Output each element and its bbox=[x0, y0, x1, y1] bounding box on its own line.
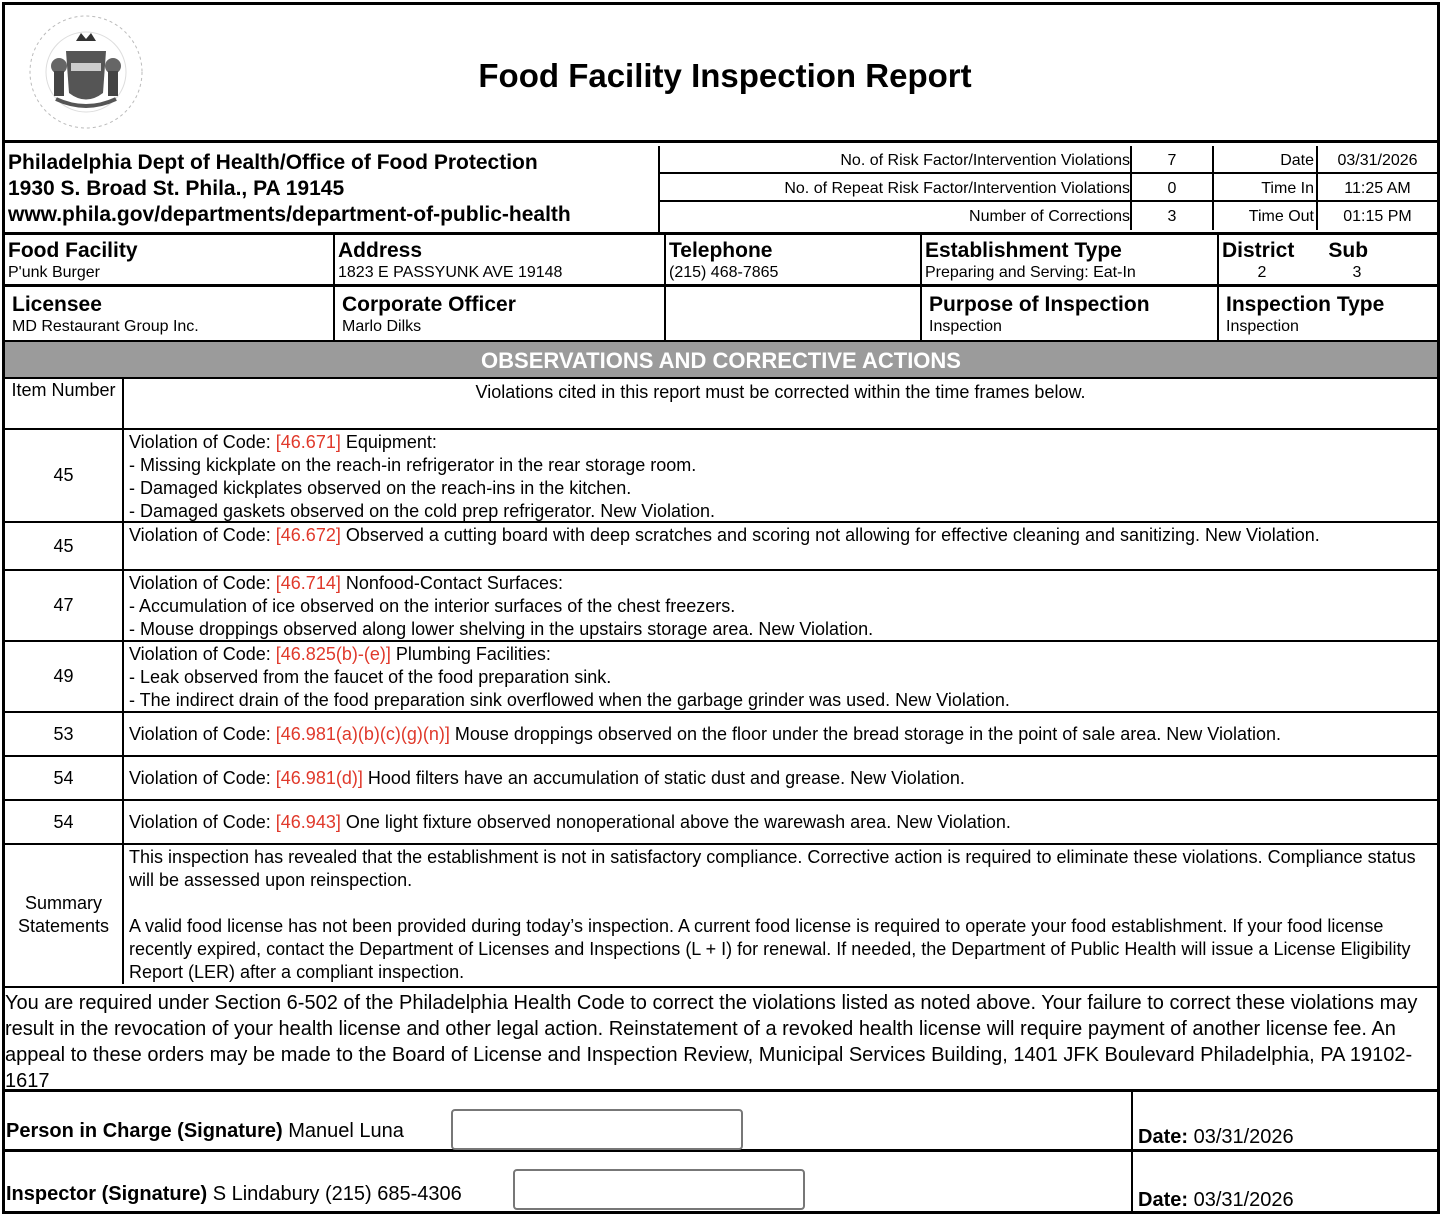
inspection-report bbox=[2, 2, 1440, 1214]
summary-label: Summary Statements bbox=[5, 845, 124, 984]
food-facility-cell bbox=[5, 235, 335, 284]
violation-prefix: Violation of Code: bbox=[129, 644, 276, 664]
count-row bbox=[660, 174, 1437, 202]
purpose-label: Purpose of Inspection bbox=[929, 293, 1150, 316]
inspector-row bbox=[5, 1152, 1437, 1212]
item-number: 54 bbox=[5, 801, 124, 843]
facility-row bbox=[5, 232, 1437, 287]
time-out-label: Time Out bbox=[1248, 208, 1314, 225]
legal-notice: You are required under Section 6-502 of the Philadelphia Health Code to correct the violations listed as noted above. Your failure to correct these violations may result in the revocation of your health license and other legal action. Reinstatement of a revoked health license will require payment of another license fee. An appeal to these orders may be made to the Board of License and Inspection Review, Municipal Services Building, 1401 JFK Boulevard Philadelphia, PA 19102-1617 bbox=[5, 986, 1437, 1092]
telephone-label: Telephone bbox=[669, 239, 773, 262]
count-label: No. of Repeat Risk Factor/Intervention Violations bbox=[784, 180, 1130, 197]
sub-label: Sub bbox=[1328, 239, 1369, 262]
empty-cell bbox=[666, 287, 922, 340]
date-label: Date: bbox=[1138, 1189, 1189, 1211]
telephone-cell bbox=[666, 235, 922, 284]
time-in-label: Time In bbox=[1261, 180, 1314, 197]
food-facility-value: P'unk Burger bbox=[8, 264, 100, 281]
violation-code: [46.981(a)(b)(c)(g)(n)] bbox=[275, 723, 450, 744]
violation-detail-line: - Mouse droppings observed along lower shelving in the upstairs storage area. New Violation. bbox=[129, 619, 874, 639]
violation-detail-line: - The indirect drain of the food preparation sink overflowed when the garbage grinder was used. New Violation. bbox=[129, 690, 1010, 710]
establishment-type-cell bbox=[922, 235, 1219, 284]
count-row bbox=[660, 202, 1437, 230]
count-value: 7 bbox=[1130, 146, 1214, 172]
sub-value: 3 bbox=[1352, 264, 1362, 281]
violation-description: Observed a cutting board with deep scratches and scoring not allowing for effective cleaning and sanitizing. New Violation. bbox=[340, 525, 1320, 545]
report-header bbox=[5, 5, 1437, 143]
item-number: 47 bbox=[5, 571, 124, 640]
org-info bbox=[5, 146, 660, 232]
violation-detail-line: - Missing kickplate on the reach-in refrigerator in the rear storage room. bbox=[129, 455, 697, 475]
date-label: Date bbox=[1280, 152, 1314, 169]
violation-description: Hood filters have an accumulation of static dust and grease. New Violation. bbox=[362, 767, 965, 788]
violation-row bbox=[5, 713, 1437, 757]
district-label: District bbox=[1222, 239, 1295, 262]
item-number: 45 bbox=[5, 430, 124, 521]
address-value: 1823 E PASSYUNK AVE 19148 bbox=[338, 264, 563, 281]
violation-prefix: Violation of Code: bbox=[129, 432, 276, 452]
licensee-label: Licensee bbox=[12, 293, 102, 316]
item-number: 53 bbox=[5, 713, 124, 755]
count-value: 3 bbox=[1130, 202, 1214, 230]
inspector-signature-field[interactable] bbox=[513, 1169, 805, 1210]
district-value: 2 bbox=[1257, 264, 1267, 281]
org-website: www.phila.gov/departments/department-of-public-health bbox=[8, 203, 571, 226]
summary-paragraph: This inspection has revealed that the establishment is not in satisfactory compliance. Corrective action is required to eliminate these violations. Compliance status will be assessed upon reinspection. bbox=[129, 847, 1416, 890]
purpose-cell bbox=[922, 287, 1219, 340]
violation-prefix: Violation of Code: bbox=[129, 525, 276, 545]
violation-row bbox=[5, 801, 1437, 845]
licensee-value: MD Restaurant Group Inc. bbox=[12, 318, 199, 335]
person-date-value: 03/31/2026 bbox=[1188, 1126, 1294, 1148]
org-name: Philadelphia Dept of Health/Office of Food Protection bbox=[8, 151, 538, 174]
observations-header-row bbox=[5, 379, 1437, 430]
violation-text bbox=[124, 430, 1437, 521]
violation-text bbox=[124, 757, 1437, 799]
establishment-type-label: Establishment Type bbox=[925, 239, 1122, 262]
violation-text bbox=[124, 523, 1437, 569]
item-number: 45 bbox=[5, 523, 124, 569]
violation-description: Equipment: bbox=[340, 432, 437, 452]
violation-text bbox=[124, 571, 1437, 640]
violation-code: [46.671] bbox=[275, 432, 341, 452]
observations-table bbox=[5, 379, 1437, 984]
count-label: No. of Risk Factor/Intervention Violations bbox=[840, 152, 1130, 169]
violations-list bbox=[5, 430, 1437, 845]
purpose-value: Inspection bbox=[929, 318, 1002, 335]
count-value: 0 bbox=[1130, 174, 1214, 200]
violation-detail-line: - Accumulation of ice observed on the interior surfaces of the chest freezers. bbox=[129, 596, 736, 616]
violation-code: [46.943] bbox=[275, 811, 341, 832]
violation-description: Nonfood-Contact Surfaces: bbox=[340, 573, 563, 593]
item-number: 49 bbox=[5, 642, 124, 711]
inspector-label: Inspector (Signature) bbox=[6, 1183, 208, 1205]
time-in-value: 11:25 AM bbox=[1316, 174, 1437, 200]
inspection-type-label: Inspection Type bbox=[1226, 293, 1385, 316]
violation-description: Plumbing Facilities: bbox=[390, 644, 551, 664]
violation-code: [46.825(b)-(e)] bbox=[275, 644, 391, 664]
violation-row bbox=[5, 523, 1437, 571]
intro-text: Violations cited in this report must be corrected within the time frames below. bbox=[475, 382, 1086, 402]
violation-row bbox=[5, 571, 1437, 642]
observations-band: OBSERVATIONS AND CORRECTIVE ACTIONS bbox=[5, 342, 1437, 379]
violation-prefix: Violation of Code: bbox=[129, 723, 276, 744]
district-cell bbox=[1219, 235, 1437, 284]
summary-paragraph: A valid food license has not been provided during today’s inspection. A current food license is required to operate your food establishment. If your food license recently expired, contact the Department of Licenses and Inspections (L + I) for renewal. If needed, the Department of Public Health will issue a License Eligibility Report (LER) after a compliant inspection. bbox=[129, 916, 1411, 982]
summary-row bbox=[5, 845, 1437, 984]
licensee-cell bbox=[5, 287, 335, 340]
violation-code: [46.714] bbox=[275, 573, 341, 593]
establishment-type-value: Preparing and Serving: Eat-In bbox=[925, 264, 1136, 281]
org-address: 1930 S. Broad St. Phila., PA 19145 bbox=[8, 177, 345, 200]
violation-description: Mouse droppings observed on the floor under the bread storage in the point of sale area. New Violation. bbox=[449, 723, 1282, 744]
inspector-name: S Lindabury (215) 685-4306 bbox=[207, 1183, 462, 1205]
food-facility-label: Food Facility bbox=[8, 239, 138, 262]
violation-row bbox=[5, 642, 1437, 713]
date-value: 03/31/2026 bbox=[1316, 146, 1437, 172]
licensee-row bbox=[5, 287, 1437, 342]
violation-prefix: Violation of Code: bbox=[129, 811, 276, 832]
telephone-value: (215) 468-7865 bbox=[669, 264, 779, 281]
violation-code: [46.672] bbox=[275, 525, 341, 545]
violation-description: One light fixture observed nonoperational above the warewash area. New Violation. bbox=[340, 811, 1011, 832]
violation-prefix: Violation of Code: bbox=[129, 573, 276, 593]
person-in-charge-row bbox=[5, 1092, 1437, 1152]
violation-detail-line: - Leak observed from the faucet of the food preparation sink. bbox=[129, 667, 612, 687]
item-number: 54 bbox=[5, 757, 124, 799]
person-in-charge-label: Person in Charge (Signature) bbox=[6, 1120, 283, 1142]
address-label: Address bbox=[338, 239, 423, 262]
violation-row bbox=[5, 757, 1437, 801]
corporate-officer-label: Corporate Officer bbox=[342, 293, 516, 316]
item-number-header: Item Number bbox=[5, 379, 124, 428]
violation-text bbox=[124, 642, 1437, 711]
date-label: Date: bbox=[1138, 1126, 1189, 1148]
count-label: Number of Corrections bbox=[969, 208, 1130, 225]
inspector-date-value: 03/31/2026 bbox=[1188, 1189, 1294, 1211]
violation-text bbox=[124, 801, 1437, 843]
corporate-officer-cell bbox=[335, 287, 666, 340]
count-row bbox=[660, 146, 1437, 174]
violation-detail-line: - Damaged gaskets observed on the cold prep refrigerator. New Violation. bbox=[129, 501, 715, 521]
violation-text bbox=[124, 713, 1437, 755]
person-in-charge-name: Manuel Luna bbox=[282, 1120, 404, 1142]
violation-detail-line: - Damaged kickplates observed on the reach-ins in the kitchen. bbox=[129, 478, 632, 498]
inspection-type-value: Inspection bbox=[1226, 318, 1299, 335]
violation-counts bbox=[660, 146, 1437, 232]
time-out-value: 01:15 PM bbox=[1316, 202, 1437, 230]
address-cell bbox=[335, 235, 666, 284]
violation-code: [46.981(d)] bbox=[275, 767, 363, 788]
inspection-type-cell bbox=[1219, 287, 1437, 340]
violation-prefix: Violation of Code: bbox=[129, 767, 276, 788]
report-title: Food Facility Inspection Report bbox=[478, 57, 972, 94]
violation-row bbox=[5, 430, 1437, 523]
person-in-charge-signature-field[interactable] bbox=[451, 1109, 743, 1150]
corporate-officer-value: Marlo Dilks bbox=[342, 318, 422, 335]
